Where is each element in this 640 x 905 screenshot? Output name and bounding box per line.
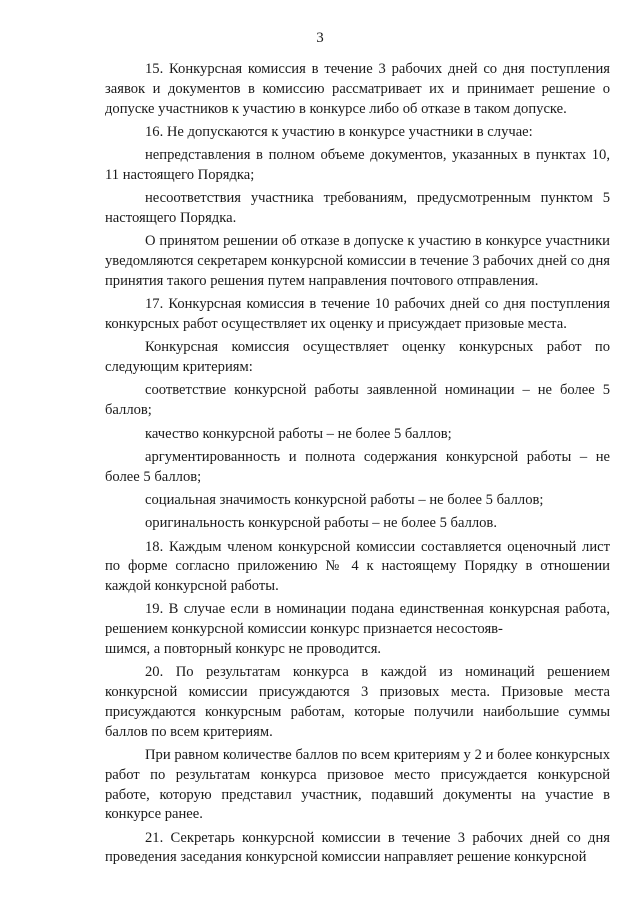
criterion-originality: оригинальность конкурсной работы – не более 5 баллов.	[145, 515, 497, 532]
paragraph-16-notice: О принятом решении об отказе в допуске к участию в конкурсе участники уведомляются секретарем конкурсной комиссии в течение 3 рабочих дней со дня принятия такого решения путем направления почтового отправления.	[105, 233, 610, 289]
paragraph-20-tiebreak: При равном количестве баллов по всем критериям у 2 и более конкурсных работ по результатам конкурса призовое место присуждается конкурсной работе, которую представил участник, подавший документы на участие в конкурсе ранее.	[105, 747, 610, 823]
paragraph-15: 15. Конкурсная комиссия в течение 3 рабочих дней со дня поступления заявок и документов в комиссию рассматривает их и принимает решение о допуске участников к участию в конкурсе либо об отказе в таком допуске.	[105, 61, 610, 117]
paragraph-18: 18. Каждым членом конкурсной комиссии составляется оценочный лист по форме согласно приложению № 4 к настоящему Порядку в отношении каждой конкурсной работы.	[105, 538, 610, 595]
paragraph-20: 20. По результатам конкурса в каждой из номинаций решением конкурсной комиссии присуждаются 3 призовых места. Призовые места присуждаются конкурсным работам, которые получили наибольшие суммы баллов по всем критериям.	[105, 664, 610, 740]
criterion-quality: качество конкурсной работы – не более 5 баллов;	[145, 425, 452, 442]
paragraph-16: 16. Не допускаются к участию в конкурсе участники в случае:	[145, 123, 533, 140]
document-body	[105, 60, 610, 872]
paragraph-19: 19. В случае если в номинации подана единственная конкурсная работа, решением конкурсной комиссии конкурс признается несостояв- шимся, а повторный конкурс не проводится.	[105, 601, 610, 658]
paragraph-16-item-2: несоответствия участника требованиям, предусмотренным пунктом 5 настоящего Порядка.	[105, 190, 610, 227]
criterion-argumentation: аргументированность и полнота содержания конкурсной работы – не более 5 баллов;	[105, 448, 610, 485]
paragraph-21: 21. Секретарь конкурсной комиссии в течение 3 рабочих дней со дня проведения заседания конкурсной комиссии направляет решение конкурсной	[105, 829, 610, 866]
paragraph-16-item-1: непредставления в полном объеме документов, указанных в пунктах 10, 11 настоящего Порядка;	[105, 147, 610, 183]
paragraph-17-criteria-intro: Конкурсная комиссия осуществляет оценку конкурсных работ по следующим критериям:	[105, 339, 610, 376]
paragraph-17: 17. Конкурсная комиссия в течение 10 рабочих дней со дня поступления конкурсных работ осуществляет их оценку и присуждает призовые места.	[105, 296, 610, 333]
criterion-social-significance: социальная значимость конкурсной работы – не более 5 баллов;	[145, 491, 544, 508]
criterion-nomination-fit: соответствие конкурсной работы заявленной номинации – не более 5 баллов;	[105, 382, 610, 419]
page-number: 3	[316, 30, 324, 46]
